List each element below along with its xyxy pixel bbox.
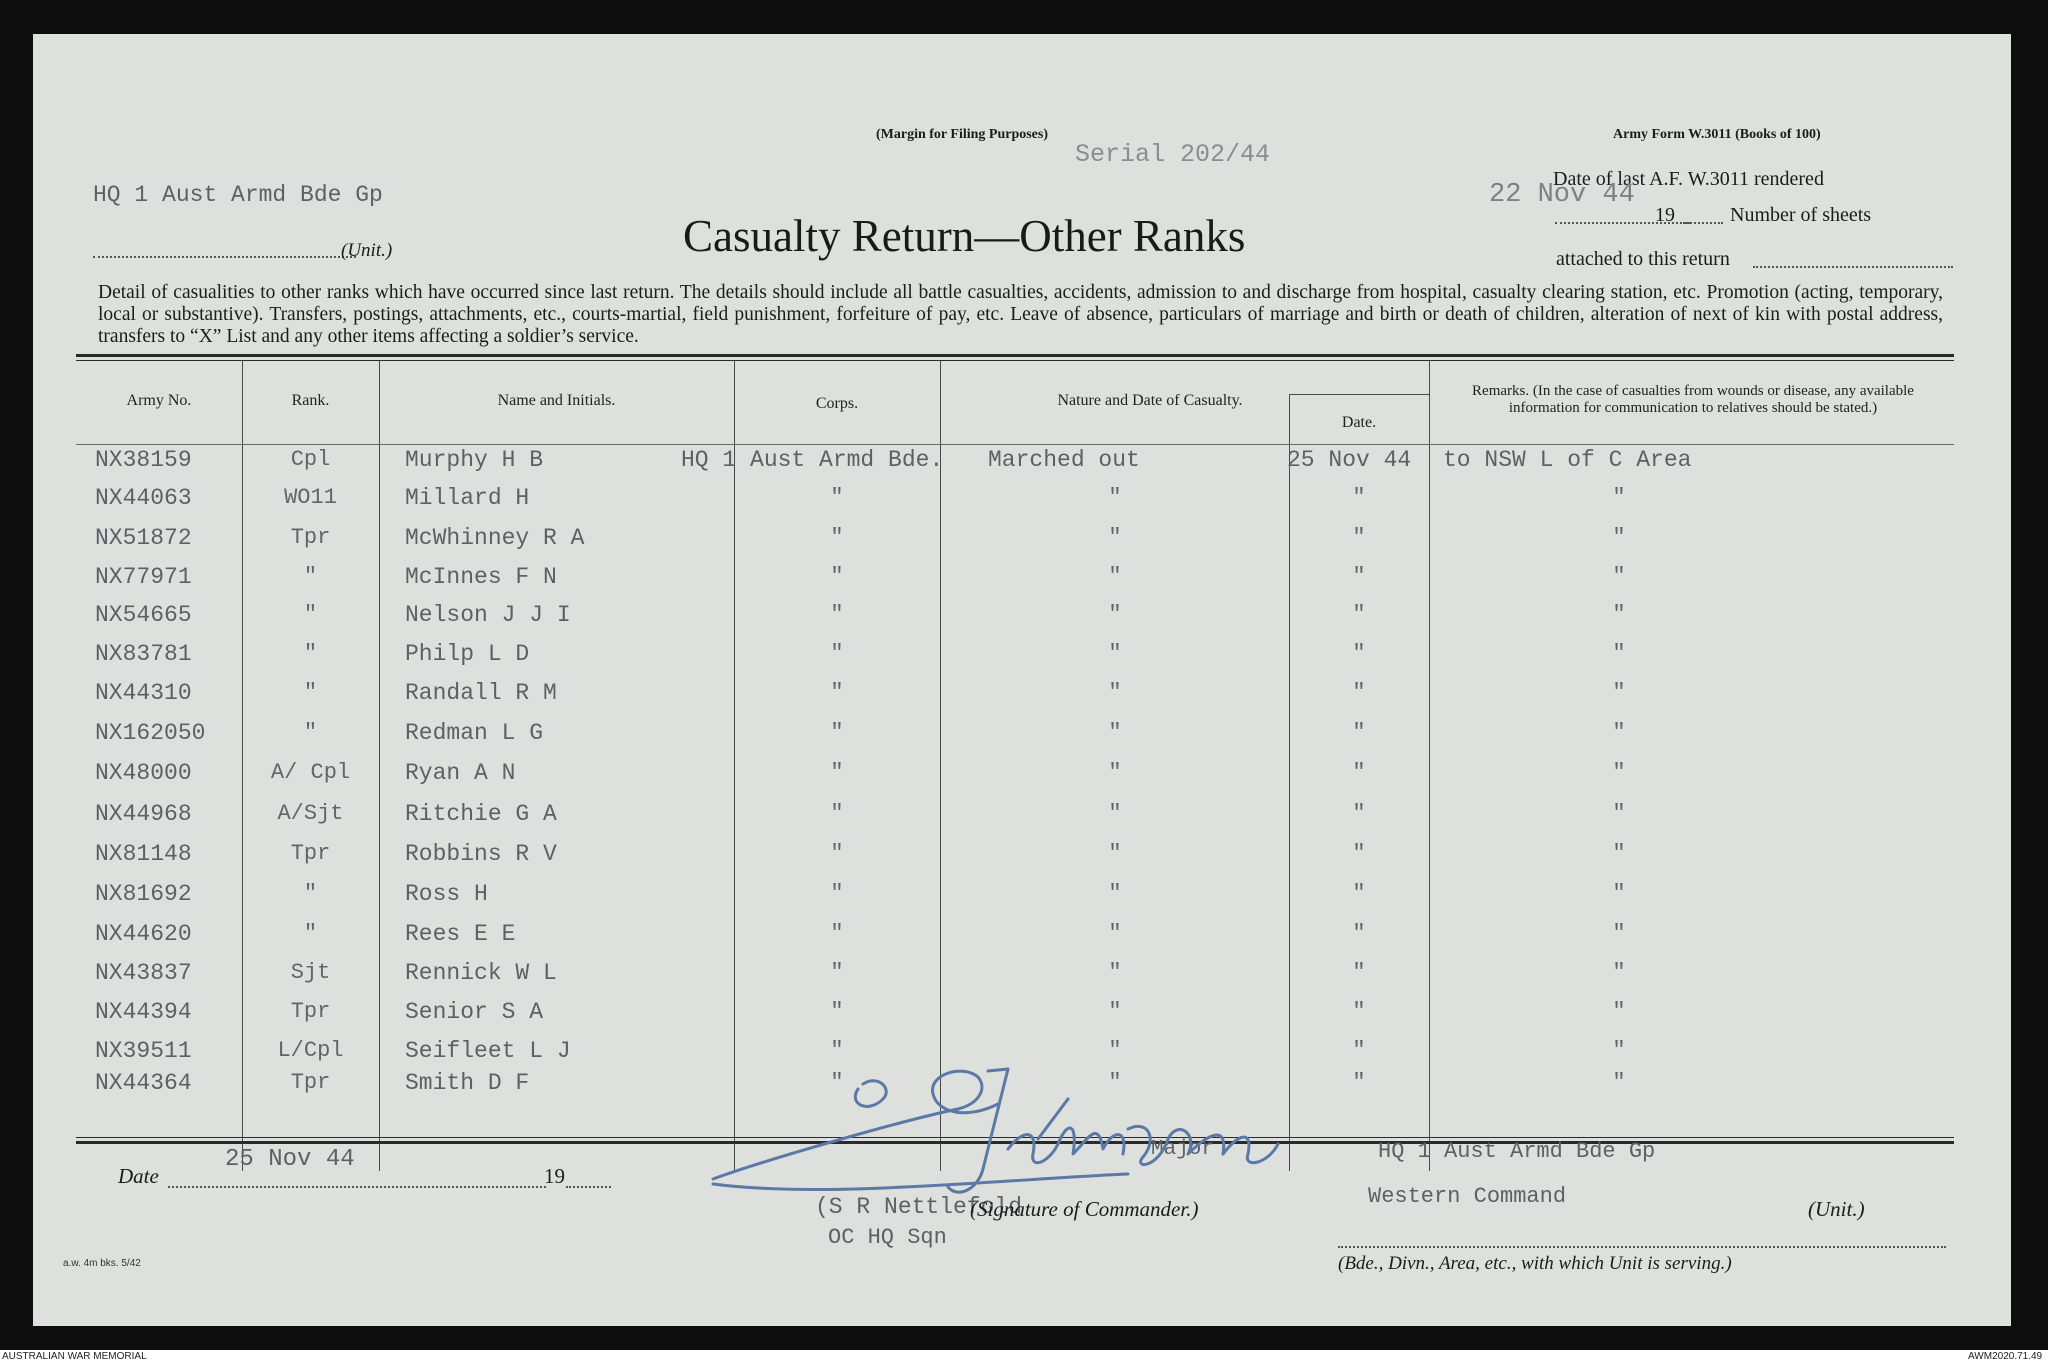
date-ditto: " (1352, 960, 1366, 985)
header-nature: Nature and Date of Casualty. (1057, 392, 1243, 409)
nature-ditto: " (1108, 564, 1122, 589)
sheets-label: Number of sheets (1730, 204, 1872, 226)
name-cell: Millard H (405, 485, 530, 511)
nature-ditto: " (1108, 801, 1122, 826)
serial-number: Serial 202/44 (1075, 140, 1271, 169)
signatory-typed: (S R Nettlefold (815, 1194, 1023, 1220)
army-no-cell: NX44310 (95, 680, 192, 706)
name-cell: Rennick W L (405, 960, 557, 986)
name-cell: McInnes F N (405, 564, 557, 590)
name-cell: Seifleet L J (405, 1038, 571, 1064)
corps-ditto: " (830, 485, 844, 510)
header-corps: Corps. (815, 395, 859, 412)
date-year-dotted (566, 1186, 611, 1188)
corps-ditto: " (830, 680, 844, 705)
footer-unit-value: HQ 1 Aust Armd Bde Gp (1378, 1139, 1656, 1164)
rank-cell: Tpr (290, 999, 331, 1024)
name-cell: Ryan A N (405, 760, 516, 786)
army-no-cell: NX77971 (95, 564, 192, 590)
name-cell: Randall R M (405, 680, 557, 706)
rank-cell: Tpr (290, 1070, 331, 1095)
archive-right: AWM2020.71.49 (1968, 1351, 2043, 1362)
nature-ditto: " (1108, 999, 1122, 1024)
unit-typed: HQ 1 Aust Armd Bde Gp (93, 182, 383, 208)
corps-ditto: " (830, 720, 844, 745)
table-top-rule-thin (76, 360, 1954, 361)
date-ditto: " (1352, 881, 1366, 906)
army-no-cell: NX162050 (95, 720, 206, 746)
date-ditto: " (1352, 921, 1366, 946)
rank-cell: " (303, 680, 318, 705)
remarks-ditto: " (1612, 1070, 1626, 1095)
date-ditto: " (1352, 485, 1366, 510)
print-code: a.w. 4m bks. 5/42 (63, 1258, 141, 1269)
name-cell: Ritchie G A (405, 801, 557, 827)
date-ditto: " (1352, 525, 1366, 550)
date-ditto: " (1352, 760, 1366, 785)
header-date: Date. (1341, 414, 1377, 431)
nature-ditto: " (1108, 921, 1122, 946)
nature-ditto: " (1108, 841, 1122, 866)
rank-cell: " (303, 602, 318, 627)
army-no-cell: NX44394 (95, 999, 192, 1025)
corps-ditto: " (830, 841, 844, 866)
attached-dotted (1753, 266, 1953, 268)
army-no-cell: NX38159 (95, 447, 192, 473)
corps-ditto: " (830, 1038, 844, 1063)
rank-cell: " (303, 720, 318, 745)
header-bottom-rule (76, 444, 1954, 445)
nature-ditto: " (1108, 760, 1122, 785)
name-cell: Senior S A (405, 999, 544, 1025)
date-cell: 25 Nov 44 (1287, 447, 1412, 473)
name-cell: Robbins R V (405, 841, 557, 867)
army-form-number: Army Form W.3011 (Books of 100) (1613, 127, 1821, 142)
nature-ditto: " (1108, 680, 1122, 705)
table-top-rule (76, 354, 1954, 357)
rank-cell: Tpr (290, 525, 331, 550)
remarks-ditto: " (1612, 525, 1626, 550)
corps-ditto: " (830, 801, 844, 826)
army-no-cell: NX83781 (95, 641, 192, 667)
instructions: Detail of casualities to other ranks which have occurred since last return. The details should include all battle casualties, accidents, admission to and discharge from hospital, casualty clearing station, etc. Promotion (acting, temporary, local or substantive). Transfers, postings, attachments, etc., courts-martial, field punishment, forfeiture of pay, etc. Leave of absence, particulars of marriage and birth or death of children, alteration of next of kin with postal address, transfers to “X” List and any other items affecting a soldier’s service. (98, 282, 1943, 347)
date-last-value: 22 Nov 44 (1489, 180, 1635, 210)
remarks-ditto: " (1612, 564, 1626, 589)
corps-ditto: " (830, 602, 844, 627)
army-no-cell: NX44364 (95, 1070, 192, 1096)
corps-ditto: " (830, 525, 844, 550)
header-name: Name and Initials. (497, 392, 616, 409)
remarks-ditto: " (1612, 801, 1626, 826)
name-cell: Smith D F (405, 1070, 530, 1096)
remarks-ditto: " (1612, 641, 1626, 666)
signatory-rank: Major (1151, 1138, 1215, 1161)
date-ditto: " (1352, 641, 1366, 666)
date-ditto: " (1352, 841, 1366, 866)
remarks-ditto: " (1612, 1038, 1626, 1063)
col-divider (379, 361, 380, 1171)
corps-ditto: " (830, 960, 844, 985)
remarks-ditto: " (1612, 760, 1626, 785)
date-ditto: " (1352, 680, 1366, 705)
name-cell: McWhinney R A (405, 525, 585, 551)
rank-cell: Cpl (290, 447, 331, 472)
footer-command-value: Western Command (1368, 1184, 1567, 1209)
name-cell: Redman L G (405, 720, 544, 746)
rank-cell: Tpr (290, 841, 331, 866)
army-no-cell: NX48000 (95, 760, 192, 786)
date-year: 19 (544, 1164, 565, 1188)
corps-ditto: " (830, 564, 844, 589)
date-last-year: 19 (1655, 204, 1675, 226)
signatory-role: OC HQ Sqn (828, 1225, 947, 1250)
nature-ditto: " (1108, 881, 1122, 906)
signature-image (708, 1059, 1348, 1219)
name-cell: Rees E E (405, 921, 516, 947)
name-cell: Ross H (405, 881, 488, 907)
army-no-cell: NX81148 (95, 841, 192, 867)
rank-cell: L/Cpl (277, 1038, 344, 1063)
rank-cell: " (303, 641, 318, 666)
remarks-ditto: " (1612, 485, 1626, 510)
nature-ditto: " (1108, 720, 1122, 745)
nature-ditto: " (1108, 641, 1122, 666)
year-dotted (1683, 222, 1723, 224)
remarks-ditto: " (1612, 881, 1626, 906)
date-ditto: " (1352, 999, 1366, 1024)
nature-ditto: " (1108, 485, 1122, 510)
rank-cell: " (303, 881, 318, 906)
nature-ditto: " (1108, 1038, 1122, 1063)
archive-strip (0, 1350, 2048, 1365)
header-remarks: Remarks. (In the case of casualties from wounds or disease, any available information for communication to relatives should be stated.) (1472, 383, 1914, 416)
army-no-cell: NX51872 (95, 525, 192, 551)
army-no-cell: NX44620 (95, 921, 192, 947)
name-cell: Nelson J J I (405, 602, 571, 628)
date-last-label: Date of last A.F. W.3011 rendered (1553, 168, 1824, 190)
remarks-cell: to NSW L of C Area (1443, 447, 1692, 473)
rank-cell: " (303, 921, 318, 946)
rank-cell: A/ Cpl (270, 760, 351, 785)
date-ditto: " (1352, 564, 1366, 589)
corps-ditto: " (830, 1070, 844, 1095)
remarks-ditto: " (1612, 680, 1626, 705)
form-title: Casualty Return—Other Ranks (683, 211, 1246, 261)
date-dotted (168, 1186, 546, 1188)
remarks-ditto: " (1612, 720, 1626, 745)
form-sheet (33, 34, 2011, 1326)
corps-ditto: " (830, 641, 844, 666)
nature-ditto: " (1108, 960, 1122, 985)
nature-ditto: " (1108, 1070, 1122, 1095)
nature-ditto: " (1108, 602, 1122, 627)
unit-label: (Unit.) (341, 240, 393, 261)
remarks-ditto: " (1612, 602, 1626, 627)
margin-note: (Margin for Filing Purposes) (876, 127, 1049, 142)
army-no-cell: NX44968 (95, 801, 192, 827)
corps-ditto: " (830, 999, 844, 1024)
remarks-ditto: " (1612, 921, 1626, 946)
header-army-no: Army No. (126, 392, 192, 409)
attached-label: attached to this return (1556, 248, 1730, 270)
corps-cell: HQ 1 Aust Armd Bde. (681, 447, 944, 473)
name-cell: Philp L D (405, 641, 530, 667)
rank-cell: A/Sjt (277, 801, 344, 826)
army-no-cell: NX39511 (95, 1038, 192, 1064)
remarks-ditto: " (1612, 841, 1626, 866)
bde-caption: (Bde., Divn., Area, etc., with which Unit is serving.) (1338, 1253, 1732, 1274)
header-rank: Rank. (291, 392, 330, 409)
archive-left: AUSTRALIAN WAR MEMORIAL (2, 1351, 147, 1362)
date-ditto: " (1352, 1038, 1366, 1063)
army-no-cell: NX44063 (95, 485, 192, 511)
corps-ditto: " (830, 760, 844, 785)
footer-unit-caption: (Unit.) (1808, 1197, 1865, 1221)
name-cell: Murphy H B (405, 447, 544, 473)
corps-ditto: " (830, 921, 844, 946)
remarks-ditto: " (1612, 999, 1626, 1024)
nature-ditto: " (1108, 525, 1122, 550)
army-no-cell: NX54665 (95, 602, 192, 628)
army-no-cell: NX81692 (95, 881, 192, 907)
date-ditto: " (1352, 801, 1366, 826)
unit-dotted-line (93, 256, 356, 258)
date-label: Date (118, 1164, 159, 1188)
footer-date-value: 25 Nov 44 (225, 1146, 355, 1173)
army-no-cell: NX43837 (95, 960, 192, 986)
remarks-ditto: " (1612, 960, 1626, 985)
date-ditto: " (1352, 1070, 1366, 1095)
rank-cell: WO11 (284, 485, 337, 510)
nature-cell: Marched out (988, 447, 1140, 473)
signature-caption: (Signature of Commander.) (970, 1197, 1199, 1221)
rank-cell: Sjt (290, 960, 331, 985)
date-ditto: " (1352, 602, 1366, 627)
rank-cell: " (303, 564, 318, 589)
bde-dotted (1338, 1246, 1946, 1248)
corps-ditto: " (830, 881, 844, 906)
date-ditto: " (1352, 720, 1366, 745)
